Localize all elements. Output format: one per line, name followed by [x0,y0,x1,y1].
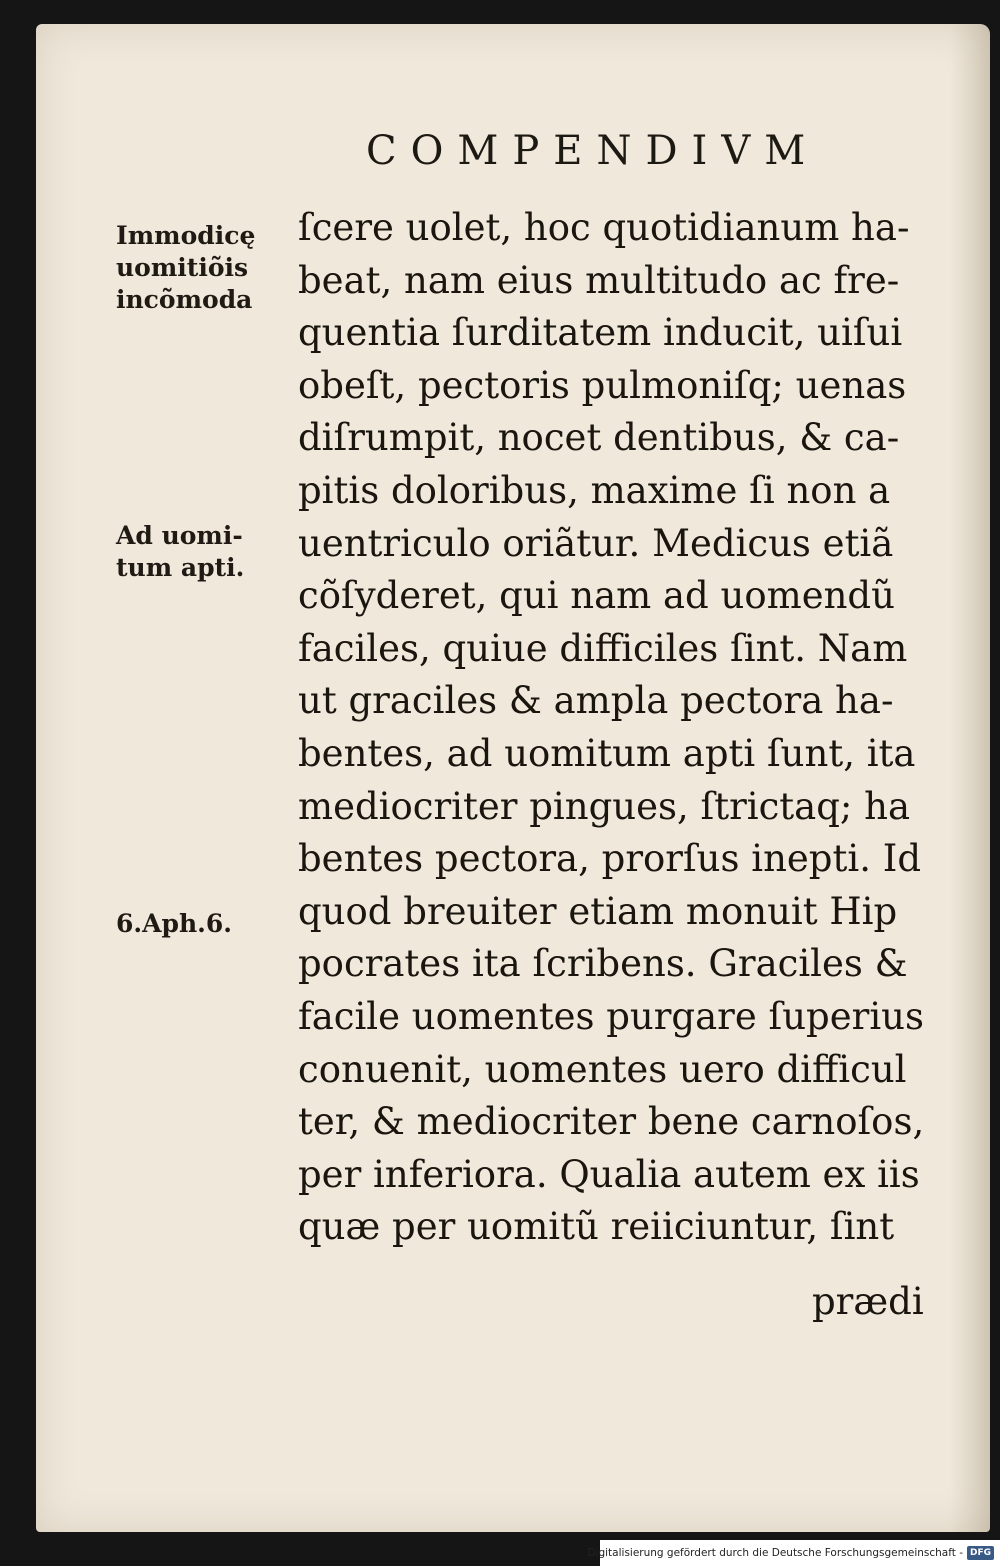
text-line: conuenit, uomentes uero difficul [298,1047,907,1091]
marginal-note-3: 6.Aph.6. [116,909,232,938]
text-line: mediocriter pingues, ſtrictaq; ha [298,784,911,828]
text-line: cõſyderet, qui nam ad uomendũ [298,574,895,618]
dfg-logo-icon: DFG [967,1546,994,1560]
digitization-footer [587,1540,1000,1566]
text-line: bentes, ad uomitum apti ſunt, ita [298,731,916,775]
text-line: quod breuiter etiam monuit Hip [298,889,898,933]
text-line: facile uomentes purgare ſuperius [298,994,924,1038]
marginal-note-1: Immodicę uomitiõis incõmoda [116,221,256,314]
running-title: COMPENDIVM [366,128,820,174]
text-line: ſcere uolet, hoc quotidianum ha- [298,206,910,249]
body-text [298,202,938,1254]
text-line: obeſt, pectoris pulmoniſq; uenas [298,363,907,407]
text-line: pocrates ita ſcribens. Graciles & [298,942,908,986]
text-line: quæ per uomitũ reiiciuntur, ſint [298,1205,895,1249]
text-line: faciles, quiue difficiles ſint. Nam [298,626,908,670]
text-line: ut graciles & ampla pectora ha- [298,679,894,723]
funding-credit: Digitalisierung gefördert durch die Deutsche Forschungsgemeinschaft - [587,1547,963,1559]
text-line: ter, & mediocriter bene carnoſos, [298,1100,925,1144]
text-line: bentes pectora, prorſus inepti. Id [298,837,922,881]
marginal-note-2: Ad uomi- tum apti. [116,521,245,582]
text-line: beat, nam eius multitudo ac fre- [298,258,900,302]
text-line: diſrumpit, nocet dentibus, & ca- [298,416,900,460]
text-line: quentia ſurditatem inducit, uiſui [298,311,903,355]
text-line: pitis doloribus, maxime ſi non a [298,468,891,512]
book-page [36,24,990,1532]
text-line: per inferiora. Qualia autem ex iis [298,1152,920,1196]
text-line: uentriculo oriãtur. Medicus etiã [298,521,894,565]
catchword: prædi [812,1280,924,1323]
